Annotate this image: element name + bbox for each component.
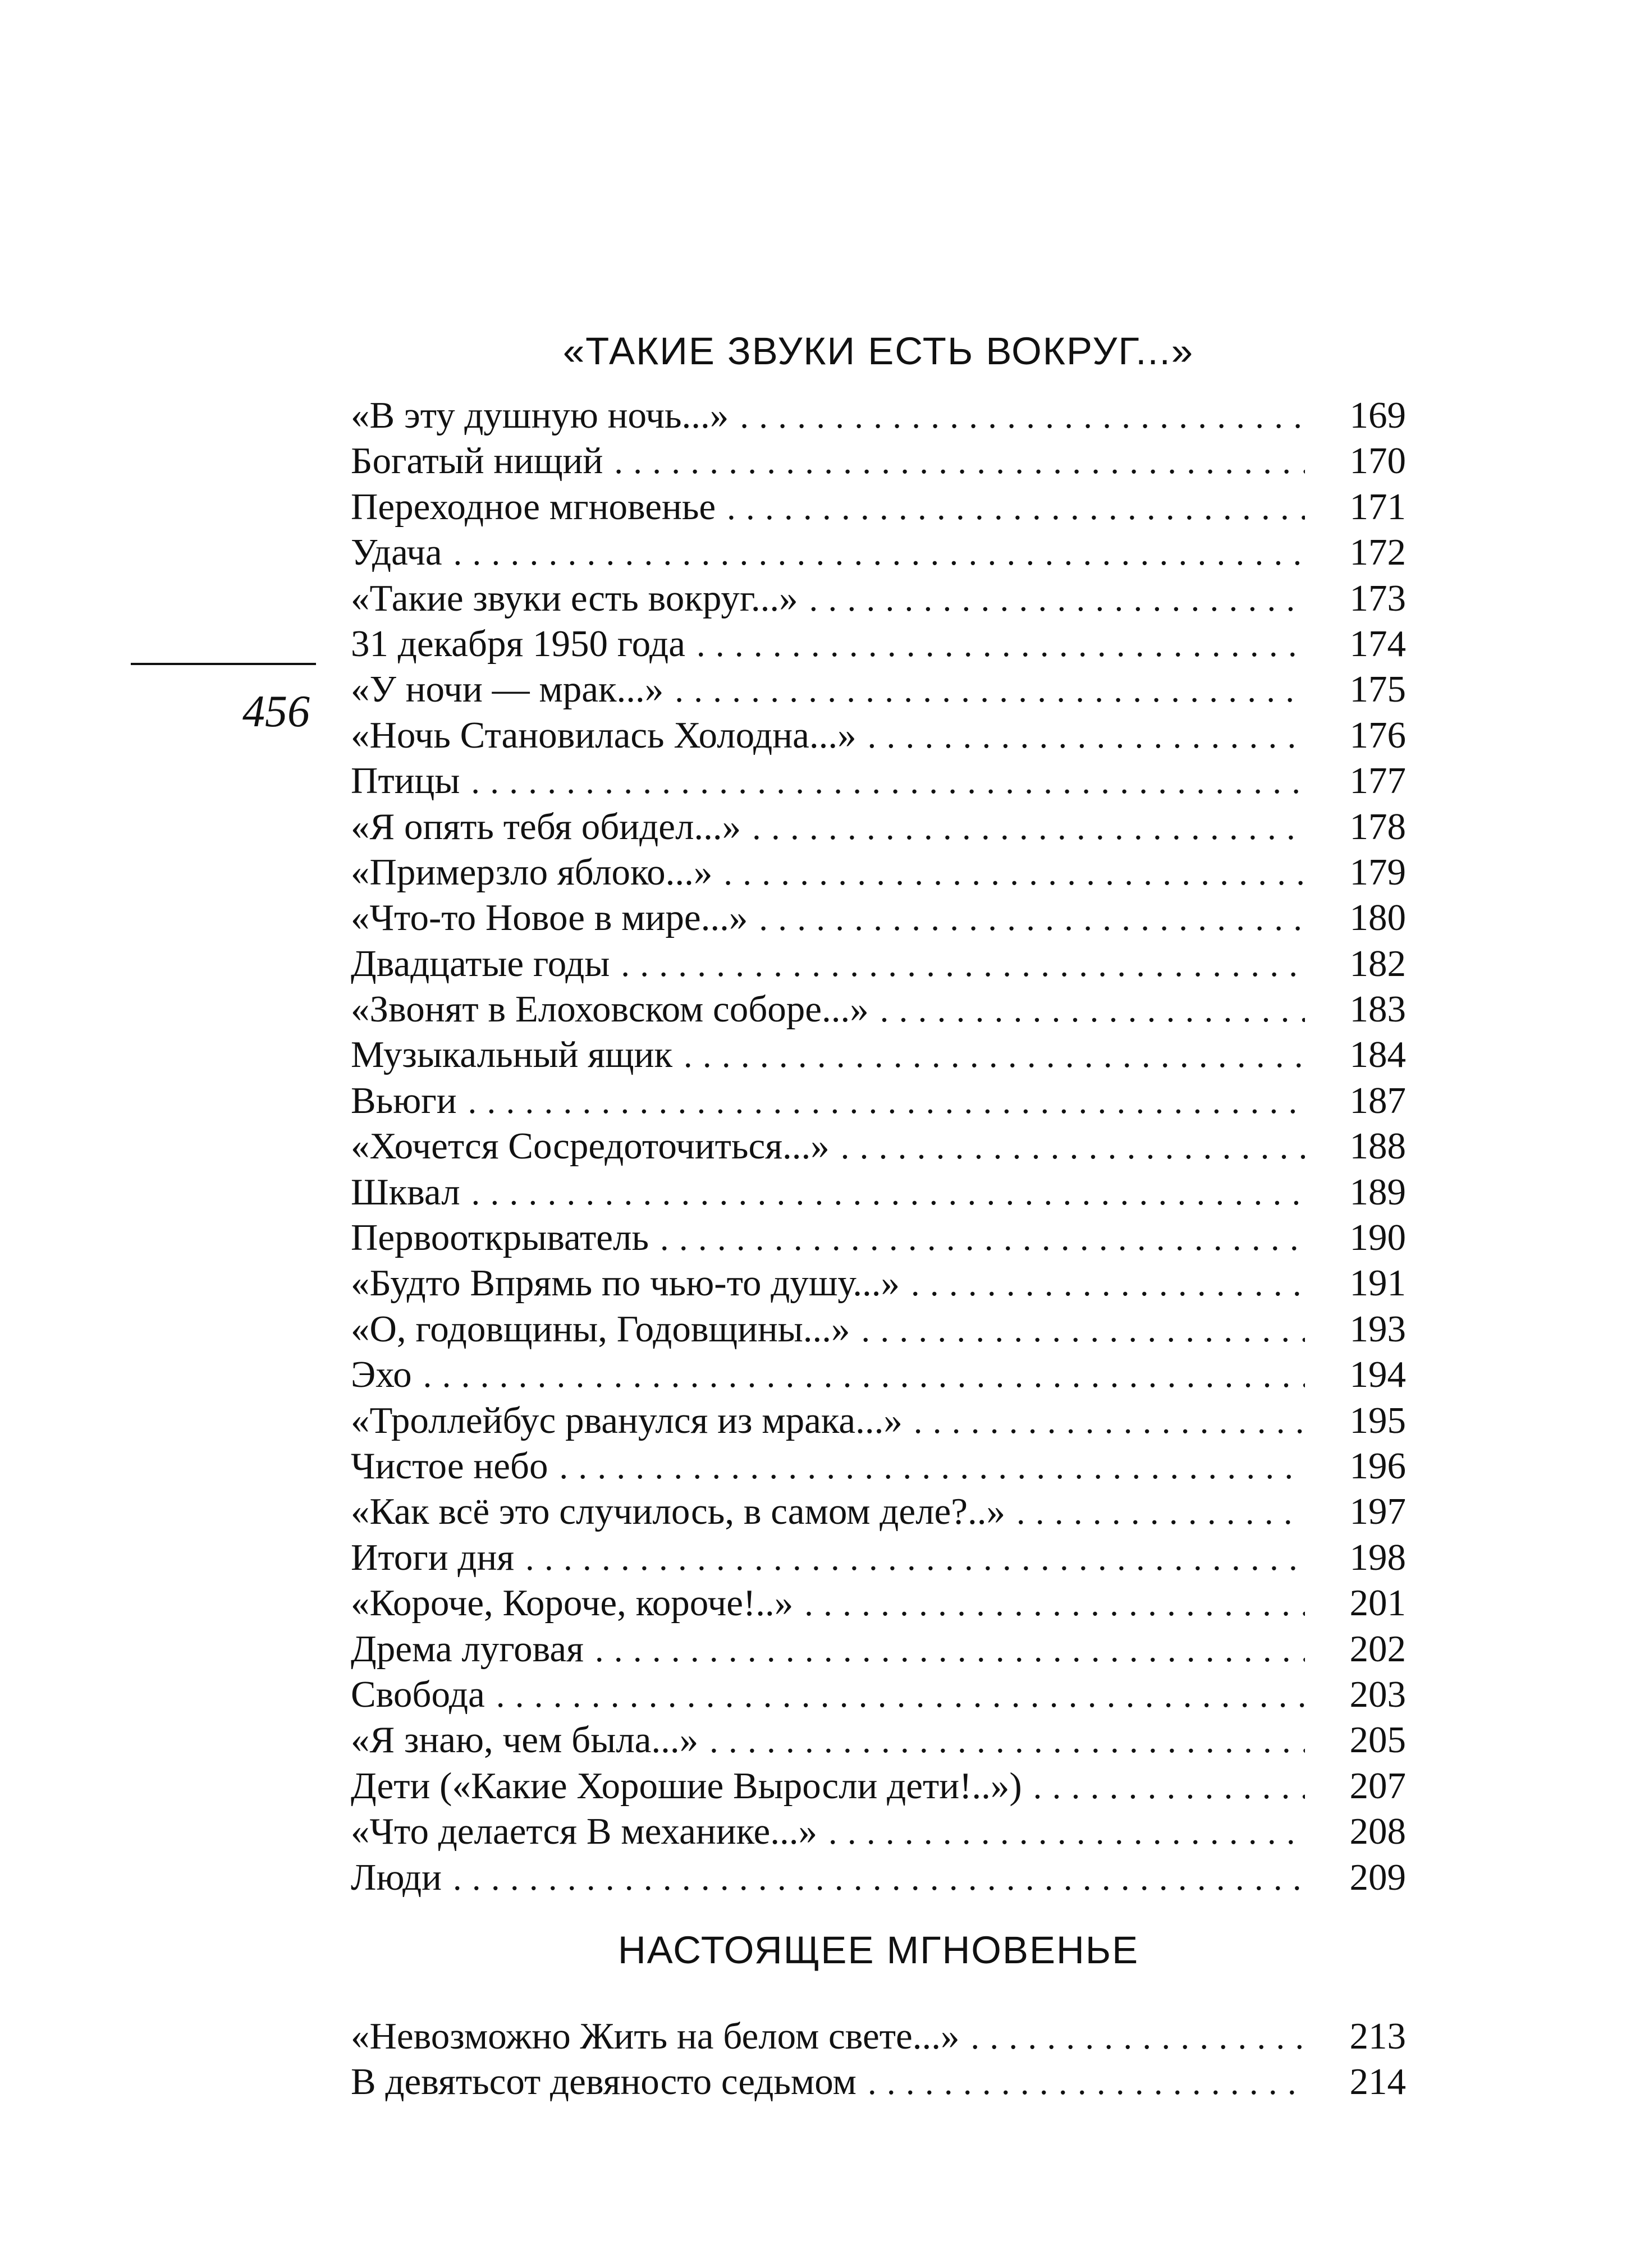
toc-dot-leader <box>911 1262 1305 1307</box>
toc-dot-leader <box>841 1125 1305 1170</box>
toc-entry <box>351 530 1406 575</box>
toc-dot-leader <box>971 2015 1306 2060</box>
toc-entry-title: Люди <box>351 1856 442 1898</box>
toc-entry <box>351 1352 1406 1398</box>
toc-dot-leader <box>828 1810 1305 1855</box>
toc-entry-page-number: 201 <box>1349 1582 1406 1624</box>
toc-dot-leader <box>614 439 1305 485</box>
toc-entry-page-number: 176 <box>1349 714 1406 756</box>
toc-entry-page-number: 195 <box>1349 1399 1406 1441</box>
toc-entry <box>351 1444 1406 1489</box>
toc-entry <box>351 1170 1406 1215</box>
toc-dot-leader <box>621 942 1305 988</box>
toc-entry-title: Богатый нищий <box>351 440 603 482</box>
toc-entry <box>351 987 1406 1032</box>
toc-entry <box>351 667 1406 712</box>
toc-dot-leader <box>752 805 1305 851</box>
toc-dot-leader <box>723 851 1305 896</box>
toc-entry <box>351 2014 1406 2059</box>
toc-entry <box>351 1078 1406 1124</box>
toc-entry-title: 31 декабря 1950 года <box>351 622 685 665</box>
toc-list-nastoyashchee-mgnovenye <box>351 2014 1406 2105</box>
toc-entry-title: Птицы <box>351 760 460 802</box>
toc-entry-title: Дети («Какие Хорошие Выросли дети!..») <box>351 1765 1022 1807</box>
toc-entry-page-number: 207 <box>1349 1765 1406 1807</box>
toc-entry-title: «Звонят в Елоховском соборе...» <box>351 988 869 1030</box>
toc-entry-title: Свобода <box>351 1673 485 1715</box>
toc-entry-title: Музыкальный ящик <box>351 1034 673 1076</box>
toc-entry-page-number: 197 <box>1349 1491 1406 1533</box>
toc-list-takie-zvuki <box>351 393 1406 1900</box>
toc-entry-page-number: 194 <box>1349 1354 1406 1396</box>
toc-entry <box>351 1124 1406 1169</box>
toc-entry <box>351 758 1406 804</box>
toc-entry <box>351 1763 1406 1809</box>
toc-entry-page-number: 193 <box>1349 1308 1406 1350</box>
toc-entry <box>351 941 1406 987</box>
toc-entry-page-number: 205 <box>1349 1719 1406 1761</box>
toc-entry-title: Двадцатые годы <box>351 942 610 984</box>
toc-entry <box>351 438 1406 484</box>
toc-dot-leader <box>868 714 1305 759</box>
toc-entry <box>351 1215 1406 1261</box>
page-number: 456 <box>242 687 310 736</box>
toc-entry-page-number: 177 <box>1349 760 1406 802</box>
toc-dot-leader <box>759 896 1305 942</box>
toc-entry-page-number: 180 <box>1349 897 1406 939</box>
toc-dot-leader <box>740 394 1305 439</box>
toc-entry-title: Чистое небо <box>351 1445 548 1487</box>
toc-dot-leader <box>471 759 1305 805</box>
toc-dot-leader <box>560 1445 1305 1490</box>
toc-entry <box>351 1489 1406 1534</box>
toc-dot-leader <box>468 1079 1305 1125</box>
toc-entry-page-number: 179 <box>1349 851 1406 893</box>
toc-entry-page-number: 213 <box>1349 2015 1406 2057</box>
toc-dot-leader <box>1016 1490 1305 1536</box>
toc-dot-leader <box>914 1399 1305 1445</box>
toc-entry-page-number: 174 <box>1349 622 1406 665</box>
toc-entry-title: Итоги дня <box>351 1536 515 1578</box>
toc-entry-title: В девятьсот девяносто седьмом <box>351 2061 856 2103</box>
toc-dot-leader <box>709 1719 1305 1764</box>
toc-entry-page-number: 188 <box>1349 1125 1406 1167</box>
toc-entry-title: «В эту душную ночь...» <box>351 395 729 436</box>
toc-entry-page-number: 175 <box>1349 668 1406 711</box>
toc-entry <box>351 484 1406 530</box>
toc-entry-title: «Что-то Новое в мире...» <box>351 897 748 939</box>
toc-entry-page-number: 178 <box>1349 805 1406 847</box>
toc-entry-page-number: 183 <box>1349 988 1406 1030</box>
toc-dot-leader <box>804 1582 1305 1627</box>
toc-dot-leader <box>675 668 1305 713</box>
toc-entry-page-number: 187 <box>1349 1079 1406 1121</box>
toc-dot-leader <box>496 1673 1305 1719</box>
toc-entry-title: «Короче, Короче, короче!..» <box>351 1582 794 1624</box>
toc-entry <box>351 1580 1406 1626</box>
toc-entry-page-number: 191 <box>1349 1262 1406 1304</box>
toc-entry-title: «Я опять тебя обидел...» <box>351 805 741 847</box>
toc-dot-leader <box>868 2060 1305 2106</box>
toc-dot-leader <box>454 531 1305 576</box>
toc-entry-page-number: 198 <box>1349 1536 1406 1578</box>
toc-entry-page-number: 190 <box>1349 1217 1406 1259</box>
toc-entry-title: Эхо <box>351 1354 412 1396</box>
toc-entry <box>351 1809 1406 1854</box>
toc-dot-leader <box>684 1033 1305 1079</box>
toc-entry-title: «Невозможно Жить на белом свете...» <box>351 2015 960 2057</box>
toc-entry-title: «Ночь Становилась Холодна...» <box>351 714 856 756</box>
toc-entry-title: «Троллейбус рванулся из мрака...» <box>351 1399 903 1441</box>
toc-dot-leader <box>1033 1765 1305 1810</box>
toc-dot-leader <box>727 485 1305 531</box>
toc-entry-title: Дрема луговая <box>351 1628 584 1670</box>
toc-entry-page-number: 172 <box>1349 532 1406 574</box>
toc-entry-title: «У ночи — мрак...» <box>351 668 664 711</box>
toc-dot-leader <box>697 622 1305 668</box>
toc-entry <box>351 804 1406 850</box>
toc-dot-leader <box>471 1171 1305 1216</box>
toc-entry <box>351 2059 1406 2105</box>
toc-entry <box>351 1855 1406 1900</box>
toc-entry-title: «Хочется Сосредоточиться...» <box>351 1125 830 1167</box>
toc-entry-title: «Примерзло яблоко...» <box>351 851 713 893</box>
toc-entry-title: «Что делается В механике...» <box>351 1811 817 1853</box>
toc-entry-title: Вьюги <box>351 1079 457 1121</box>
toc-entry-page-number: 203 <box>1349 1673 1406 1715</box>
toc-dot-leader <box>862 1308 1305 1353</box>
toc-dot-leader <box>880 988 1305 1033</box>
toc-entry-page-number: 214 <box>1349 2061 1406 2103</box>
toc-entry <box>351 895 1406 941</box>
toc-entry <box>351 576 1406 621</box>
toc-entry-page-number: 182 <box>1349 942 1406 984</box>
toc-entry-page-number: 189 <box>1349 1171 1406 1213</box>
toc-dot-leader <box>453 1856 1305 1902</box>
toc-entry-title: Шквал <box>351 1171 460 1213</box>
toc-entry <box>351 1535 1406 1580</box>
toc-entry <box>351 1261 1406 1306</box>
toc-entry-page-number: 209 <box>1349 1856 1406 1898</box>
toc-entry-title: Переходное мгновенье <box>351 485 716 528</box>
page-number-rule <box>131 663 316 665</box>
toc-entry-page-number: 208 <box>1349 1811 1406 1853</box>
toc-entry-title: Удача <box>351 532 442 574</box>
toc-entry-title: «Я знаю, чем была...» <box>351 1719 699 1761</box>
toc-entry-title: «Как всё это случилось, в самом деле?..» <box>351 1491 1006 1533</box>
toc-entry <box>351 713 1406 758</box>
toc-entry-page-number: 169 <box>1349 395 1406 436</box>
toc-dot-leader <box>525 1536 1305 1582</box>
toc-dot-leader <box>809 577 1305 622</box>
toc-entry <box>351 1398 1406 1444</box>
toc-entry-page-number: 202 <box>1349 1628 1406 1670</box>
toc-entry <box>351 1032 1406 1078</box>
toc-entry <box>351 1672 1406 1717</box>
toc-entry-page-number: 196 <box>1349 1445 1406 1487</box>
toc-entry <box>351 850 1406 895</box>
toc-dot-leader <box>660 1216 1305 1262</box>
toc-entry-page-number: 171 <box>1349 485 1406 528</box>
toc-entry-title: «Такие звуки есть вокруг...» <box>351 577 798 619</box>
section-title-takie-zvuki: «ТАКИЕ ЗВУКИ ЕСТЬ ВОКРУГ...» <box>562 329 1194 373</box>
toc-entry-page-number: 170 <box>1349 440 1406 482</box>
toc-entry <box>351 1717 1406 1763</box>
toc-entry-title: Первооткрыватель <box>351 1217 649 1259</box>
toc-entry <box>351 1307 1406 1352</box>
toc-entry <box>351 393 1406 438</box>
toc-entry <box>351 621 1406 667</box>
toc-entry-title: «О, годовщины, Годовщины...» <box>351 1308 850 1350</box>
toc-entry-title: «Будто Впрямь по чью-то душу...» <box>351 1262 900 1304</box>
toc-entry <box>351 1626 1406 1672</box>
toc-entry-page-number: 173 <box>1349 577 1406 619</box>
section-title-nastoyashchee-mgnovenye: НАСТОЯЩЕЕ МГНОВЕНЬЕ <box>617 1928 1139 1972</box>
toc-dot-leader <box>423 1353 1305 1399</box>
toc-dot-leader <box>595 1628 1305 1673</box>
toc-entry-page-number: 184 <box>1349 1034 1406 1076</box>
